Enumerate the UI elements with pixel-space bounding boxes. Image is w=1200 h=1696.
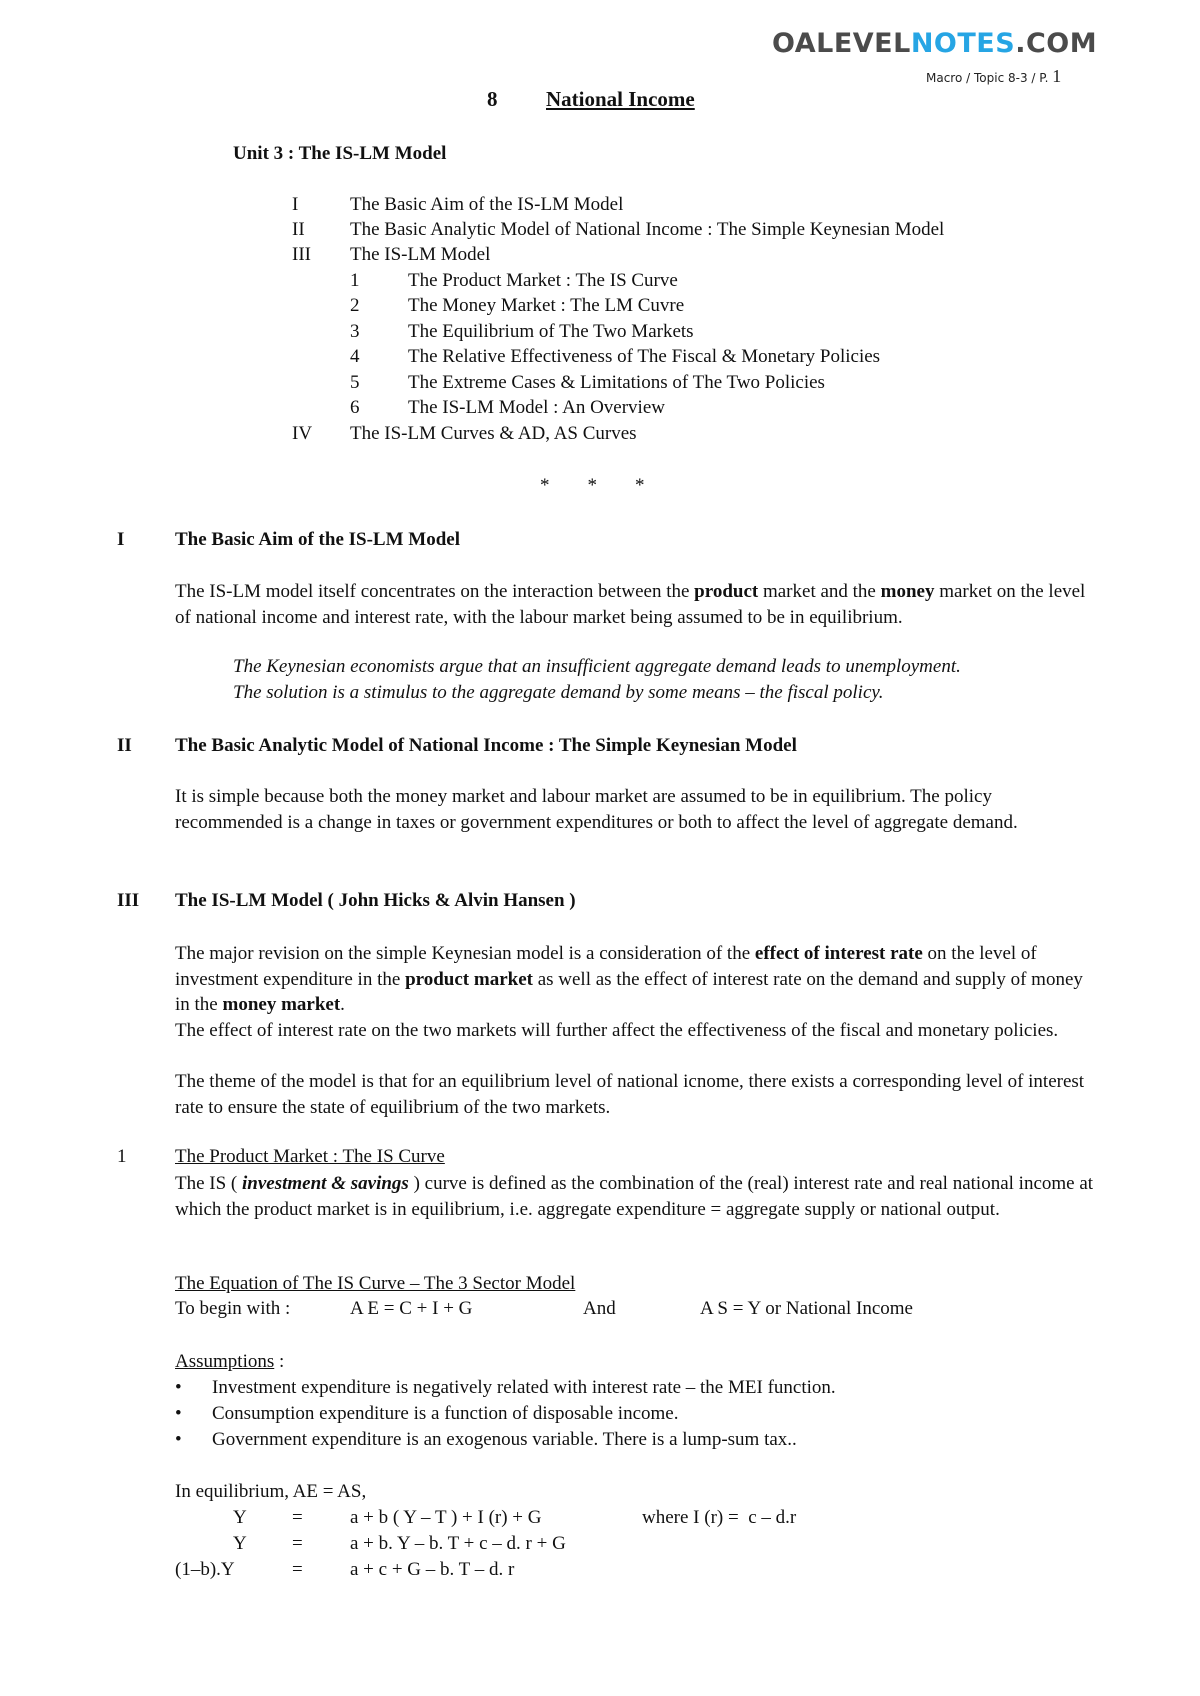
toc-subitem-text: The IS-LM Model : An Overview	[408, 397, 665, 418]
equation-operator: =	[292, 1533, 303, 1554]
list-item	[175, 1403, 182, 1425]
paragraph: The theme of the model is that for an equilibrium level of national icnome, there exists a corresponding level of interest rate to ensure the state of equilibrium of the two markets.	[175, 1071, 1085, 1118]
toc-item-text: The IS-LM Curves & AD, AS Curves	[350, 423, 637, 444]
toc-item-number: I	[292, 194, 299, 215]
toc-subitem-number: 1	[350, 270, 360, 291]
chapter-number: 8	[487, 87, 498, 111]
toc-subitem-text: The Money Market : The LM Cuvre	[408, 295, 685, 316]
page-number: 1	[1052, 66, 1062, 86]
paragraph	[175, 941, 1095, 1018]
bold-term: effect of interest rate	[754, 943, 923, 964]
paragraph-text: on the level of investment expenditure in the	[175, 943, 1037, 990]
equation-operator: =	[292, 1559, 303, 1580]
begin-label: To begin with :	[175, 1298, 291, 1319]
toc-subitem-text: The Relative Effectiveness of The Fiscal & Monetary Policies	[408, 346, 881, 367]
toc-subitem-number: 6	[350, 397, 360, 418]
page-reference-label: Macro / Topic 8-3 / P.	[926, 71, 1049, 85]
toc-subitem-number: 5	[350, 372, 360, 393]
paragraph-text: The IS (	[175, 1173, 243, 1194]
equation-operator: =	[292, 1507, 303, 1528]
paragraph: The effect of interest rate on the two markets will further affect the effectiveness of the fiscal and monetary policies.	[175, 1020, 1059, 1041]
logo-text-part2: NOTES	[910, 28, 1016, 59]
equation-lhs: Y	[233, 1533, 247, 1554]
unit-title: Unit 3 : The IS-LM Model	[233, 143, 447, 164]
section-divider: * * *	[540, 475, 645, 496]
section-number: I	[117, 529, 125, 550]
paragraph-text: market and the	[758, 581, 881, 602]
bold-term: money	[880, 581, 935, 602]
paragraph: It is simple because both the money market and labour market are assumed to be in equilibrium. The policy recommended is a change in taxes or government expenditures or both to affect the level of aggregate demand.	[175, 786, 1018, 833]
toc-subitem-number: 4	[350, 346, 360, 367]
toc-subitem-number: 3	[350, 321, 360, 342]
bullet-icon: •	[175, 1429, 182, 1450]
toc-item-text: The IS-LM Model	[350, 244, 491, 265]
equation-rhs: a + b. Y – b. T + c – d. r + G	[350, 1533, 566, 1554]
assumptions-word: Assumptions	[175, 1351, 275, 1372]
italic-note: The Keynesian economists argue that an insufficient aggregate demand leads to unemployment.	[233, 656, 961, 677]
section-heading: The Basic Analytic Model of National Income : The Simple Keynesian Model	[175, 735, 797, 756]
section-heading: The Basic Aim of the IS-LM Model	[175, 529, 460, 550]
toc-item-text: The Basic Aim of the IS-LM Model	[350, 194, 624, 215]
bold-term: product	[694, 581, 759, 602]
list-item-text: Investment expenditure is negatively related with interest rate – the MEI function.	[212, 1377, 836, 1398]
equation-rhs: a + c + G – b. T – d. r	[350, 1559, 515, 1580]
paragraph-text: as well as the effect of interest rate on the demand and supply of money in the	[175, 968, 1083, 1015]
logo-text-part1: OALEVEL	[772, 28, 911, 59]
equation-rhs: a + b ( Y – T ) + I (r) + G	[350, 1507, 542, 1528]
list-item	[175, 1377, 182, 1399]
bold-term: money market	[222, 994, 341, 1015]
paragraph-text: .	[340, 994, 345, 1015]
paragraph-text: ) curve is defined as the combination of the (real) interest rate and real national income at which the product market is in equilibrium, i.e. aggregate expenditure = aggregate supply or national output.	[175, 1173, 1094, 1220]
and-word: And	[583, 1298, 616, 1319]
site-logo	[772, 28, 1097, 59]
logo-text-part3: .COM	[1015, 28, 1098, 59]
paragraph-text: The IS-LM model itself concentrates on the interaction between the	[175, 581, 695, 602]
assumptions-label	[175, 1351, 284, 1373]
equation-note: where I (r) = c – d.r	[642, 1507, 797, 1528]
toc-subitem-text: The Extreme Cases & Limitations of The Two Policies	[408, 372, 825, 393]
ae-equation: A E = C + I + G	[350, 1298, 473, 1319]
section-number: II	[117, 735, 132, 756]
bullet-icon: •	[175, 1377, 182, 1398]
list-item-text: Consumption expenditure is a function of disposable income.	[212, 1403, 679, 1424]
toc-item-number: II	[292, 219, 305, 240]
equation-lhs: Y	[233, 1507, 247, 1528]
assumptions-colon: :	[274, 1351, 285, 1372]
bold-term: product market	[405, 968, 533, 990]
equation-heading: The Equation of The IS Curve – The 3 Sector Model	[175, 1273, 576, 1294]
toc-item-text: The Basic Analytic Model of National Income : The Simple Keynesian Model	[350, 219, 945, 240]
chapter-title: National Income	[546, 87, 695, 111]
bullet-icon: •	[175, 1403, 182, 1424]
toc-item-number: IV	[292, 423, 313, 444]
list-item	[175, 1429, 182, 1451]
toc-subitem-text: The Equilibrium of The Two Markets	[408, 321, 694, 342]
section-heading: The IS-LM Model ( John Hicks & Alvin Hansen )	[175, 890, 576, 911]
paragraph-text: The major revision on the simple Keynesian model is a consideration of the	[175, 943, 755, 964]
toc-subitem-text: The Product Market : The IS Curve	[408, 270, 678, 291]
toc-subitem-number: 2	[350, 295, 360, 316]
subsection-number: 1	[117, 1146, 127, 1167]
equation-lhs: (1–b).Y	[175, 1559, 235, 1580]
italic-note: The solution is a stimulus to the aggregate demand by some means – the fiscal policy.	[233, 682, 884, 703]
bold-italic-term: investment & savings	[242, 1173, 409, 1194]
as-equation: A S = Y or National Income	[700, 1298, 913, 1319]
toc-item-number: III	[292, 244, 311, 265]
list-item-text: Government expenditure is an exogenous variable. There is a lump-sum tax..	[212, 1429, 797, 1450]
paragraph	[175, 579, 1095, 630]
paragraph	[175, 1171, 1095, 1222]
subsection-heading: The Product Market : The IS Curve	[175, 1146, 445, 1167]
paragraph-text: market on the level of national income and interest rate, with the labour market being assumed to be in equilibrium.	[175, 581, 1086, 628]
section-number: III	[117, 890, 140, 911]
page-reference	[926, 66, 1061, 87]
equilibrium-intro: In equilibrium, AE = AS,	[175, 1481, 367, 1502]
